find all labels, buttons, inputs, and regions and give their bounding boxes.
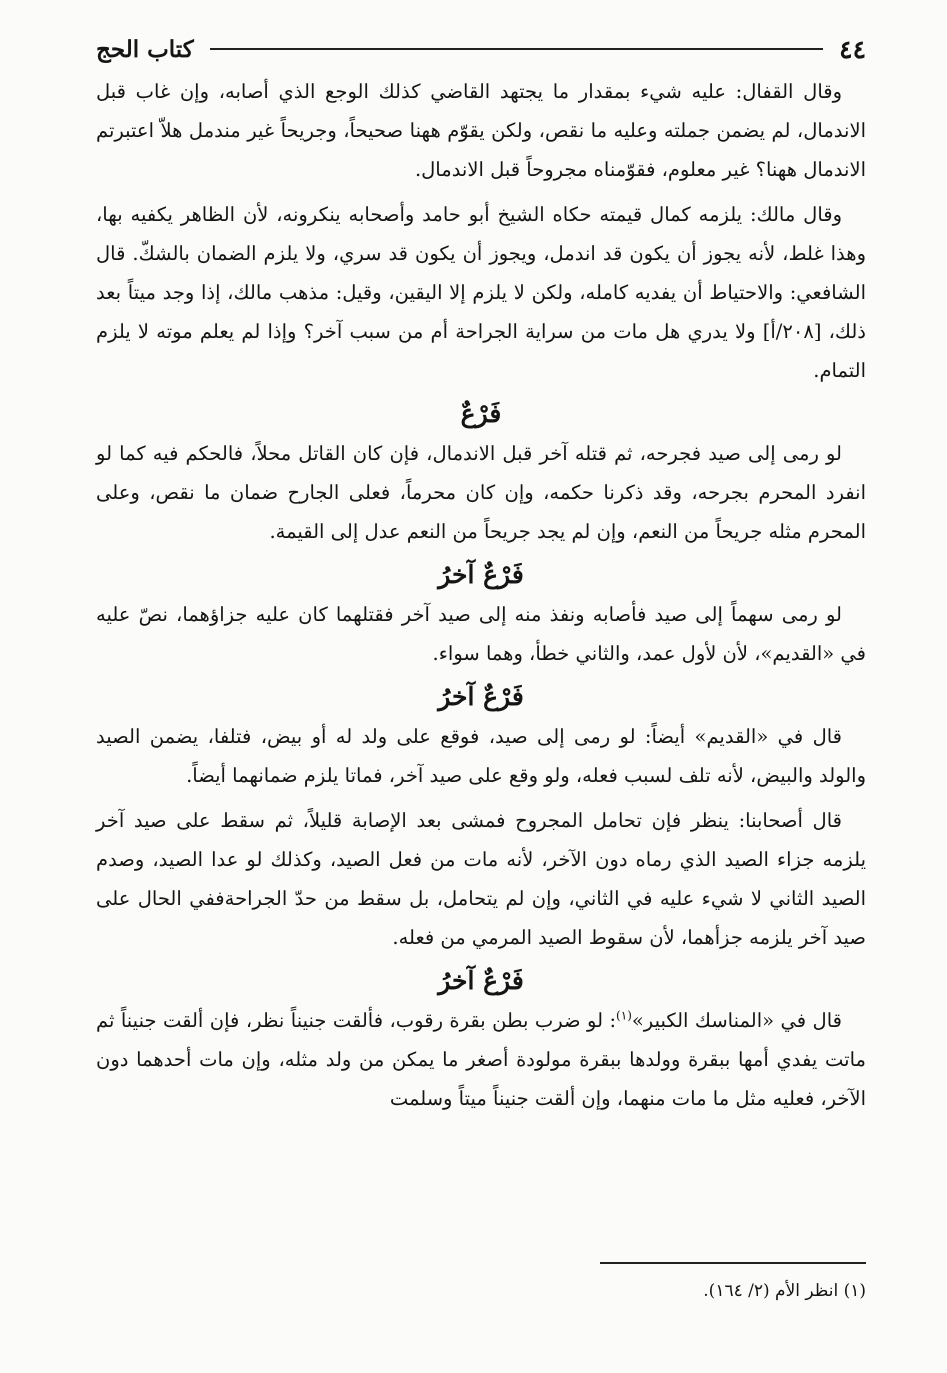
- section-heading-far: فَرْعٌ: [460, 399, 502, 428]
- paragraph-malik: وقال مالك: يلزمه كمال قيمته حكاه الشيخ أبو حامد وأصحابه ينكرونه، لأن الظاهر يكفيه بها، وهذا غلط، لأنه يجوز أن يكون قد اندمل، ويجوز أن يكون قد سري، ولا يلزم الضمان بالشكّ. قال الشافعي: والاحتياط أن يفديه كامله، ولكن لا يلزم إلا اليقين، وقيل: مذهب مالك، إذا وجد ميتاً بعد ذلك، [٢٠٨/أ] ولا يدري هل مات من سراية الجراحة أم من سبب آخر؟ وإذا لم يعلم موته لا يلزم التمام.: [96, 203, 866, 382]
- paragraph-wounded-game: لو رمى إلى صيد فجرحه، ثم قتله آخر قبل الاندمال، فإن كان القاتل محلاً، فالحكم فيه كما لو انفرد المحرم بجرحه، وقد ذكرنا حكمه، وإن كان محرماً، فعلى الجارح ضمان ما نقص، وعلى المحرم مثله جريحاً من النعم، وإن لم يجد جريحاً من النعم عدل إلى القيمة.: [96, 442, 866, 543]
- paragraph-arrow: لو رمى سهماً إلى صيد فأصابه ونفذ منه إلى صيد آخر فقتلهما كان عليه جزاؤهما، نصّ عليه في «القديم»، لأن لأول عمد، والثاني خطأ، وهما سواء.: [96, 603, 866, 665]
- section-heading-another-1: فَرْعٌ آخرُ: [438, 560, 524, 589]
- page-header: [96, 34, 866, 64]
- paragraph-qadim: قال في «القديم» أيضاً: لو رمى إلى صيد، فوقع على ولد له أو بيض، فتلفا، يضمن الصيد والولد والبيض، لأنه تلف لسبب فعله، ولو وقع على صيد آخر، فماتا يلزم ضمانهما أيضاً.: [96, 725, 866, 787]
- section-heading-another-3: فَرْعٌ آخرُ: [438, 966, 524, 995]
- footnote-rule: [600, 1262, 866, 1264]
- manasik-text-start: قال في «المناسك الكبير»: [631, 1009, 842, 1032]
- paragraph-qaffal: وقال القفال: عليه شيء بمقدار ما يجتهد القاضي كذلك الوجع الذي أصابه، وإن غاب قبل الاندمال، لم يضمن جملته وعليه ما نقص، ولكن يقوّم ههنا صحيحاً، وجريحاً غير مندمل هلاّ اعتبرتم الاندمال ههنا؟ غير معلوم، فقوّمناه مجروحاً قبل الاندمال.: [96, 80, 866, 181]
- paragraph-ashabuna: قال أصحابنا: ينظر فإن تحامل المجروح فمشى بعد الإصابة قليلاً، ثم سقط على صيد آخر يلزمه جزاء الصيد الذي رماه دون الآخر، لأنه مات من فعل الصيد، وكذلك لو عدا الصيد، وصدم الصيد الثاني لا شيء عليه في الثاني، وإن لم يتحامل، بل سقط من حدّ الجراحةففي الحال على صيد آخر يلزمه جزأهما، لأن سقوط الصيد المرمي من فعله.: [96, 809, 866, 949]
- page-body: [96, 72, 866, 1121]
- page-number: ٤٤: [839, 34, 866, 64]
- header-rule: [210, 48, 823, 50]
- footnote: (١) انظر الأم (٢/ ١٦٤).: [703, 1281, 866, 1301]
- section-heading-another-2: فَرْعٌ آخرُ: [438, 682, 524, 711]
- footnote-reference[interactable]: (١): [616, 1008, 632, 1023]
- running-title: كتاب الحج: [96, 35, 194, 63]
- paragraph-manasik: [96, 1001, 866, 1118]
- manasik-text-rest: : لو ضرب بطن بقرة رقوب، فألقت جنيناً نظر، فإن ألقت جنيناً ثم ماتت يفدي أمها ببقرة وولدها ببقرة مولودة أصغر ما يمكن من ولد مثله، وإن مات أحدهما دون الآخر، فعليه مثل ما مات منهما، وإن ألقت جنيناً ميتاً وسلمت: [96, 1009, 866, 1110]
